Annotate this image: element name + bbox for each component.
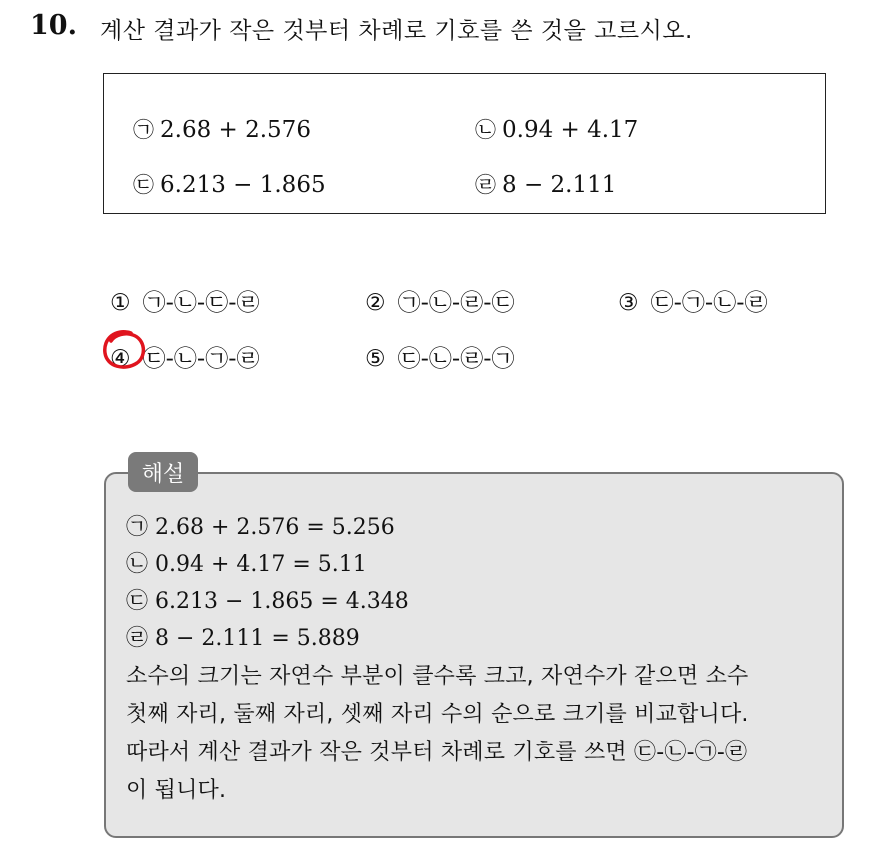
choice-order: ㉢-㉡-㉠-㉣ bbox=[142, 346, 260, 372]
solution-paragraph-line: 이 됩니다. bbox=[126, 778, 227, 803]
choice-order: ㉢-㉠-㉡-㉣ bbox=[650, 290, 768, 316]
solution-tag: 해설 bbox=[128, 452, 198, 492]
choice-order: ㉠-㉡-㉣-㉢ bbox=[397, 290, 515, 316]
solution-paragraph-line: 소수의 크기는 자연수 부분이 클수록 크고, 자연수가 같으면 소수 bbox=[126, 664, 749, 689]
choice-1[interactable] bbox=[110, 284, 260, 317]
choice-3[interactable] bbox=[618, 284, 768, 317]
expression-text: 6.213 − 1.865 bbox=[160, 172, 326, 198]
solution-paragraph-line: 따라서 계산 결과가 작은 것부터 차례로 기호를 쓰면 ㉢-㉡-㉠-㉣ bbox=[126, 740, 748, 765]
choice-number: ② bbox=[365, 290, 386, 316]
choice-number: ③ bbox=[618, 290, 639, 316]
expression-text: 2.68 + 2.576 bbox=[160, 117, 311, 143]
marker-rieul: ㉣ bbox=[475, 173, 496, 197]
solution-line: ㉡ 0.94 + 4.17 = 5.11 bbox=[126, 552, 367, 577]
choice-order: ㉢-㉡-㉣-㉠ bbox=[397, 346, 515, 372]
expression-item bbox=[133, 114, 311, 144]
choice-2[interactable] bbox=[365, 284, 515, 317]
marker-digeut: ㉢ bbox=[133, 173, 154, 197]
choice-order: ㉠-㉡-㉢-㉣ bbox=[142, 290, 260, 316]
choice-number: ⑤ bbox=[365, 346, 386, 372]
choice-number: ① bbox=[110, 290, 131, 316]
expression-item bbox=[475, 114, 638, 144]
choice-5[interactable] bbox=[365, 340, 515, 373]
expression-item bbox=[475, 169, 616, 199]
marker-giyeok: ㉠ bbox=[133, 118, 154, 142]
expression-text: 0.94 + 4.17 bbox=[502, 117, 639, 143]
choice-number: ④ bbox=[110, 346, 131, 372]
solution-line: ㉠ 2.68 + 2.576 = 5.256 bbox=[126, 515, 395, 540]
solution-line: ㉣ 8 − 2.111 = 5.889 bbox=[126, 626, 360, 651]
question-number: 10. bbox=[30, 10, 77, 41]
answer-circle-icon bbox=[101, 327, 151, 373]
marker-nieun: ㉡ bbox=[475, 118, 496, 142]
question-text: 계산 결과가 작은 것부터 차례로 기호를 쓴 것을 고르시오. bbox=[100, 18, 693, 44]
solution-paragraph-line: 첫째 자리, 둘째 자리, 셋째 자리 수의 순으로 크기를 비교합니다. bbox=[126, 702, 749, 727]
solution-line: ㉢ 6.213 − 1.865 = 4.348 bbox=[126, 589, 409, 614]
expression-text: 8 − 2.111 bbox=[502, 172, 617, 198]
expression-item bbox=[133, 169, 326, 199]
